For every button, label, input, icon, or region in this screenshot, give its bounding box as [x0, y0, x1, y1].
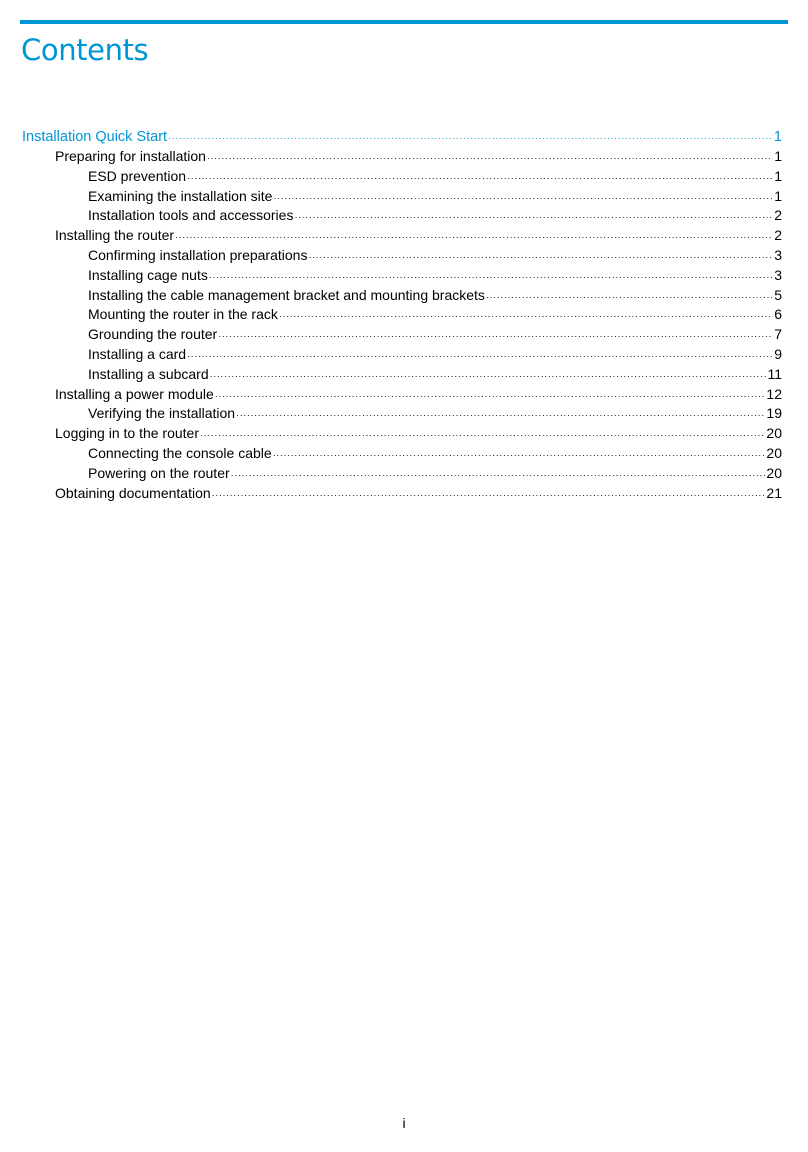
toc-entry-grounding-router[interactable]	[22, 325, 782, 345]
toc-entry-page: 12	[766, 385, 782, 402]
toc-entry-page: 2	[774, 207, 782, 224]
toc-entry-page: 1	[774, 187, 782, 204]
toc-dot-leader	[486, 288, 773, 308]
toc-entry-label: Installing a power module	[55, 385, 214, 402]
toc-entry-label: Connecting the console cable	[88, 444, 272, 461]
toc-entry-label: Obtaining documentation	[55, 484, 211, 501]
toc-entry-examining-installation-site[interactable]	[22, 187, 782, 207]
toc-entry-installing-cage-nuts[interactable]	[22, 266, 782, 286]
toc-entry-label: Logging in to the router	[55, 425, 199, 442]
toc-entry-label: Preparing for installation	[55, 148, 206, 164]
toc-entry-cable-management-bracket[interactable]	[22, 286, 782, 306]
toc-entry-page: 1	[773, 129, 782, 145]
toc-dot-leader	[187, 347, 773, 367]
toc-entry-label: Installing the cable management bracket and mounting brackets	[88, 286, 485, 303]
toc-entry-label: Installing a card	[88, 345, 187, 362]
toc-entry-obtaining-documentation[interactable]	[22, 484, 782, 504]
toc-entry-label: Installation tools and accessories	[88, 207, 294, 224]
toc-entry-page: 9	[774, 345, 782, 362]
toc-dot-leader	[231, 466, 766, 486]
toc-entry-label: Powering on the router	[88, 464, 230, 481]
toc-dot-leader	[308, 248, 773, 268]
toc-dot-leader	[187, 169, 773, 189]
toc-entry-label: Examining the installation site	[88, 187, 273, 204]
toc-entry-page: 3	[774, 246, 782, 263]
toc-dot-leader	[210, 367, 767, 387]
toc-entry-installation-tools[interactable]	[22, 206, 782, 226]
toc-dot-leader	[236, 406, 765, 426]
toc-entry-installing-power-module[interactable]	[22, 385, 782, 405]
toc-entry-page: 1	[774, 167, 782, 184]
toc-entry-label: Installation Quick Start	[22, 129, 168, 145]
toc-dot-leader	[273, 189, 773, 209]
toc-entry-connecting-console-cable[interactable]	[22, 444, 782, 464]
toc-entry-label: ESD prevention	[88, 167, 187, 184]
title-rule	[20, 20, 788, 24]
toc-entry-page: 2	[774, 227, 782, 244]
toc-dot-leader	[168, 128, 773, 148]
toc-dot-leader	[279, 307, 773, 327]
toc-entry-label: Installing cage nuts	[88, 266, 208, 283]
toc-entry-preparing-for-installation[interactable]	[22, 147, 782, 167]
toc-entry-label: Mounting the router in the rack	[88, 306, 278, 323]
toc-entry-label: Confirming installation preparations	[88, 246, 308, 263]
toc-entry-esd-prevention[interactable]	[22, 167, 782, 187]
toc-entry-installing-subcard[interactable]	[22, 365, 782, 385]
toc-entry-page: 20	[766, 464, 782, 481]
page-title: Contents	[21, 33, 149, 67]
toc-dot-leader	[200, 426, 765, 446]
toc-entry-installing-card[interactable]	[22, 345, 782, 365]
toc-entry-installing-the-router[interactable]	[22, 226, 782, 246]
toc-entry-label: Grounding the router	[88, 326, 218, 343]
toc-entry-page: 20	[766, 444, 782, 461]
toc-entry-page: 20	[766, 425, 782, 442]
toc-entry-page: 21	[766, 484, 782, 501]
toc-dot-leader	[207, 149, 773, 169]
toc-entry-label: Installing the router	[55, 227, 175, 244]
page-number: i	[402, 1115, 406, 1131]
toc-entry-page: 6	[774, 306, 782, 323]
toc-entry-label: Verifying the installation	[88, 405, 236, 422]
toc-entry-confirming-preparations[interactable]	[22, 246, 782, 266]
table-of-contents	[22, 127, 782, 503]
toc-dot-leader	[215, 387, 766, 407]
toc-entry-powering-on[interactable]	[22, 464, 782, 484]
toc-dot-leader	[273, 446, 766, 466]
toc-entry-page: 1	[774, 148, 782, 164]
toc-dot-leader	[294, 208, 773, 228]
toc-entry-verifying-installation[interactable]	[22, 404, 782, 424]
toc-dot-leader	[212, 486, 766, 506]
toc-entry-label: Installing a subcard	[88, 365, 209, 382]
toc-entry-page: 19	[766, 405, 782, 422]
toc-entry-page: 7	[774, 326, 782, 343]
toc-entry-page: 3	[774, 266, 782, 283]
toc-entry-installation-quick-start[interactable]	[22, 127, 782, 147]
toc-entry-logging-in[interactable]	[22, 424, 782, 444]
toc-dot-leader	[218, 327, 773, 347]
toc-entry-mounting-router-in-rack[interactable]	[22, 305, 782, 325]
toc-entry-page: 5	[774, 286, 782, 303]
toc-entry-page: 11	[767, 365, 782, 382]
